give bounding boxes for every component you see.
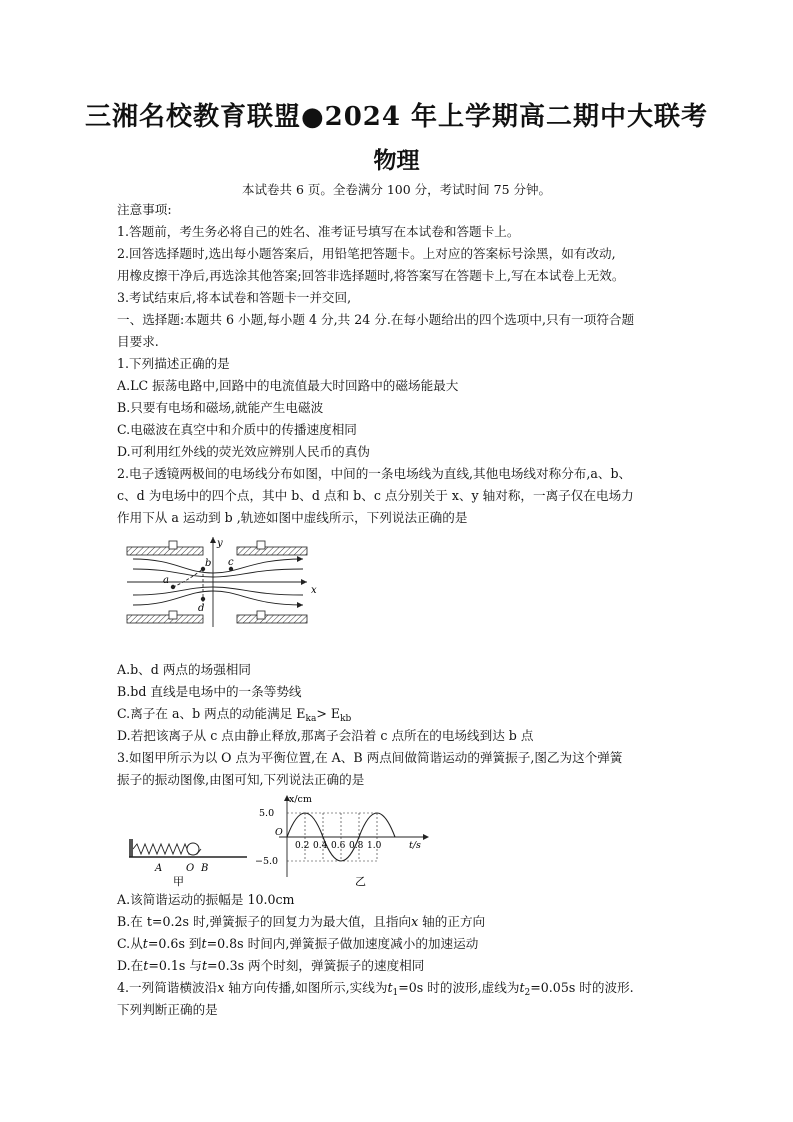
y-neg-tick: −5.0 xyxy=(255,856,279,867)
label-O: O xyxy=(186,863,195,874)
spring-system-diagram xyxy=(129,839,247,888)
label-B: B xyxy=(201,863,209,874)
q1-option-a: A.LC 振荡电路中,回路中的电流值最大时回路中的磁场能最大 xyxy=(117,378,459,393)
q3-option-b: B.在 t=0.2s 时,弹簧振子的回复力为最大值，且指向x 轴的正方向 xyxy=(117,914,486,929)
q3-option-d: D.在t=0.1s 与t=0.3s 两个时刻，弹簧振子的速度相同 xyxy=(117,958,425,973)
q2-option-a: A.b、d 两点的场强相同 xyxy=(117,662,251,677)
spring-oscillator-figure xyxy=(129,793,429,889)
section-intro-a: 一、选择题:本题共 6 小题,每小题 4 分,共 24 分.在每小题给出的四个选项中,只有一项符合题 xyxy=(117,312,635,327)
exam-info: 本试卷共 6 页。全卷满分 100 分，考试时间 75 分钟。 xyxy=(241,182,552,197)
label-c: c xyxy=(228,557,234,568)
note-2b: 用橡皮擦干净后,再选涂其他答案;回答非选择题时,将答案写在答题卡上,写在本试卷上无效。 xyxy=(117,268,625,283)
t-tick-2: 0.6 xyxy=(331,841,346,851)
q4-stem-b: 下列判断正确的是 xyxy=(117,1002,218,1017)
graph-origin: O xyxy=(275,827,283,838)
notes-heading: 注意事项: xyxy=(117,202,172,217)
top-right-plate xyxy=(237,547,307,555)
q2-option-b: B.bd 直线是电场中的一条等势线 xyxy=(117,684,302,699)
label-jia: 甲 xyxy=(173,875,184,888)
q2-option-c: C.离子在 a、b 两点的动能满足 $E_{ka}> E_{kb}$ xyxy=(117,706,352,724)
q2-stem-b: c、d 为电场中的四个点，其中 b、d 点和 b、c 点分别关于 x、y 轴对称，一离子仅在电场力 xyxy=(117,488,634,503)
label-d: d xyxy=(198,603,205,614)
bottom-left-plate xyxy=(127,615,203,623)
note-1: 1.答题前，考生务必将自己的姓名、准考证号填写在本试卷和答题卡上。 xyxy=(117,224,520,239)
subject-title: 物理 xyxy=(373,147,420,174)
q3-stem-b: 振子的振动图像,由图可知,下列说法正确的是 xyxy=(117,772,365,787)
t-tick-0: 0.2 xyxy=(295,841,310,851)
x-axis-label: x xyxy=(311,585,317,596)
t-tick-4: 1.0 xyxy=(367,841,382,851)
q1-option-b: B.只要有电场和磁场,就能产生电磁波 xyxy=(117,400,324,415)
oscillator-ball xyxy=(187,843,199,855)
t-axis-label: t/s xyxy=(409,840,421,851)
q2-stem-a: 2.电子透镜两极间的电场线分布如图，中间的一条电场线为直线,其他电场线对称分布,a、b、 xyxy=(117,466,632,481)
t-tick-3: 0.8 xyxy=(349,841,364,851)
q3-stem-a: 3.如图甲所示为以 O 点为平衡位置,在 A、B 两点间做简谐运动的弹簧振子,图乙为这个弹簧 xyxy=(117,750,623,765)
note-2a: 2.回答选择题时,选出每小题答案后，用铅笔把答题卡。上对应的答案标号涂黑，如有改动, xyxy=(117,246,616,261)
electron-lens-figure xyxy=(125,537,325,649)
section-intro-b: 目要求. xyxy=(117,334,159,349)
y-axis-label: x/cm xyxy=(289,794,312,805)
exam-body xyxy=(117,199,681,1021)
exam-title: 三湘名校教育联盟●2024 年上学期高二期中大联考 xyxy=(84,102,709,132)
point-d xyxy=(201,597,205,601)
vibration-graph xyxy=(255,794,429,888)
t-tick-1: 0.4 xyxy=(313,841,328,851)
q1-option-d: D.可利用红外线的荧光效应辨别人民币的真伪 xyxy=(117,444,370,459)
bottom-right-plate xyxy=(237,615,307,623)
y-axis-label: y xyxy=(217,538,223,549)
note-3: 3.考试结束后,将本试卷和答题卡一并交回, xyxy=(117,290,352,305)
label-a: a xyxy=(163,575,169,586)
q3-option-c: C.从t=0.6s 到t=0.8s 时间内,弹簧振子做加速度减小的加速运动 xyxy=(117,936,479,951)
q2-stem-c: 作用下从 a 运动到 b ,轨迹如图中虚线所示，下列说法正确的是 xyxy=(117,510,468,525)
q4-stem-a: 4.一列简谐横波沿x 轴方向传播,如图所示,实线为$t_1=0s$ 时的波形,虚线为$t_2=0.05s$ 时的波形. xyxy=(117,980,634,998)
label-yi: 乙 xyxy=(355,875,366,888)
q2-option-d: D.若把该离子从 c 点由静止释放,那离子会沿着 c 点所在的电场线到达 b 点 xyxy=(117,728,534,743)
top-left-plate xyxy=(127,547,203,555)
q3-option-a: A.该简谐运动的振幅是 10.0cm xyxy=(117,892,295,907)
label-A: A xyxy=(155,863,163,874)
y-pos-tick: 5.0 xyxy=(259,808,275,819)
label-b: b xyxy=(205,558,212,569)
q1-option-c: C.电磁波在真空中和介质中的传播速度相同 xyxy=(117,422,357,437)
q1-stem: 1.下列描述正确的是 xyxy=(117,356,230,371)
point-a xyxy=(171,585,175,589)
